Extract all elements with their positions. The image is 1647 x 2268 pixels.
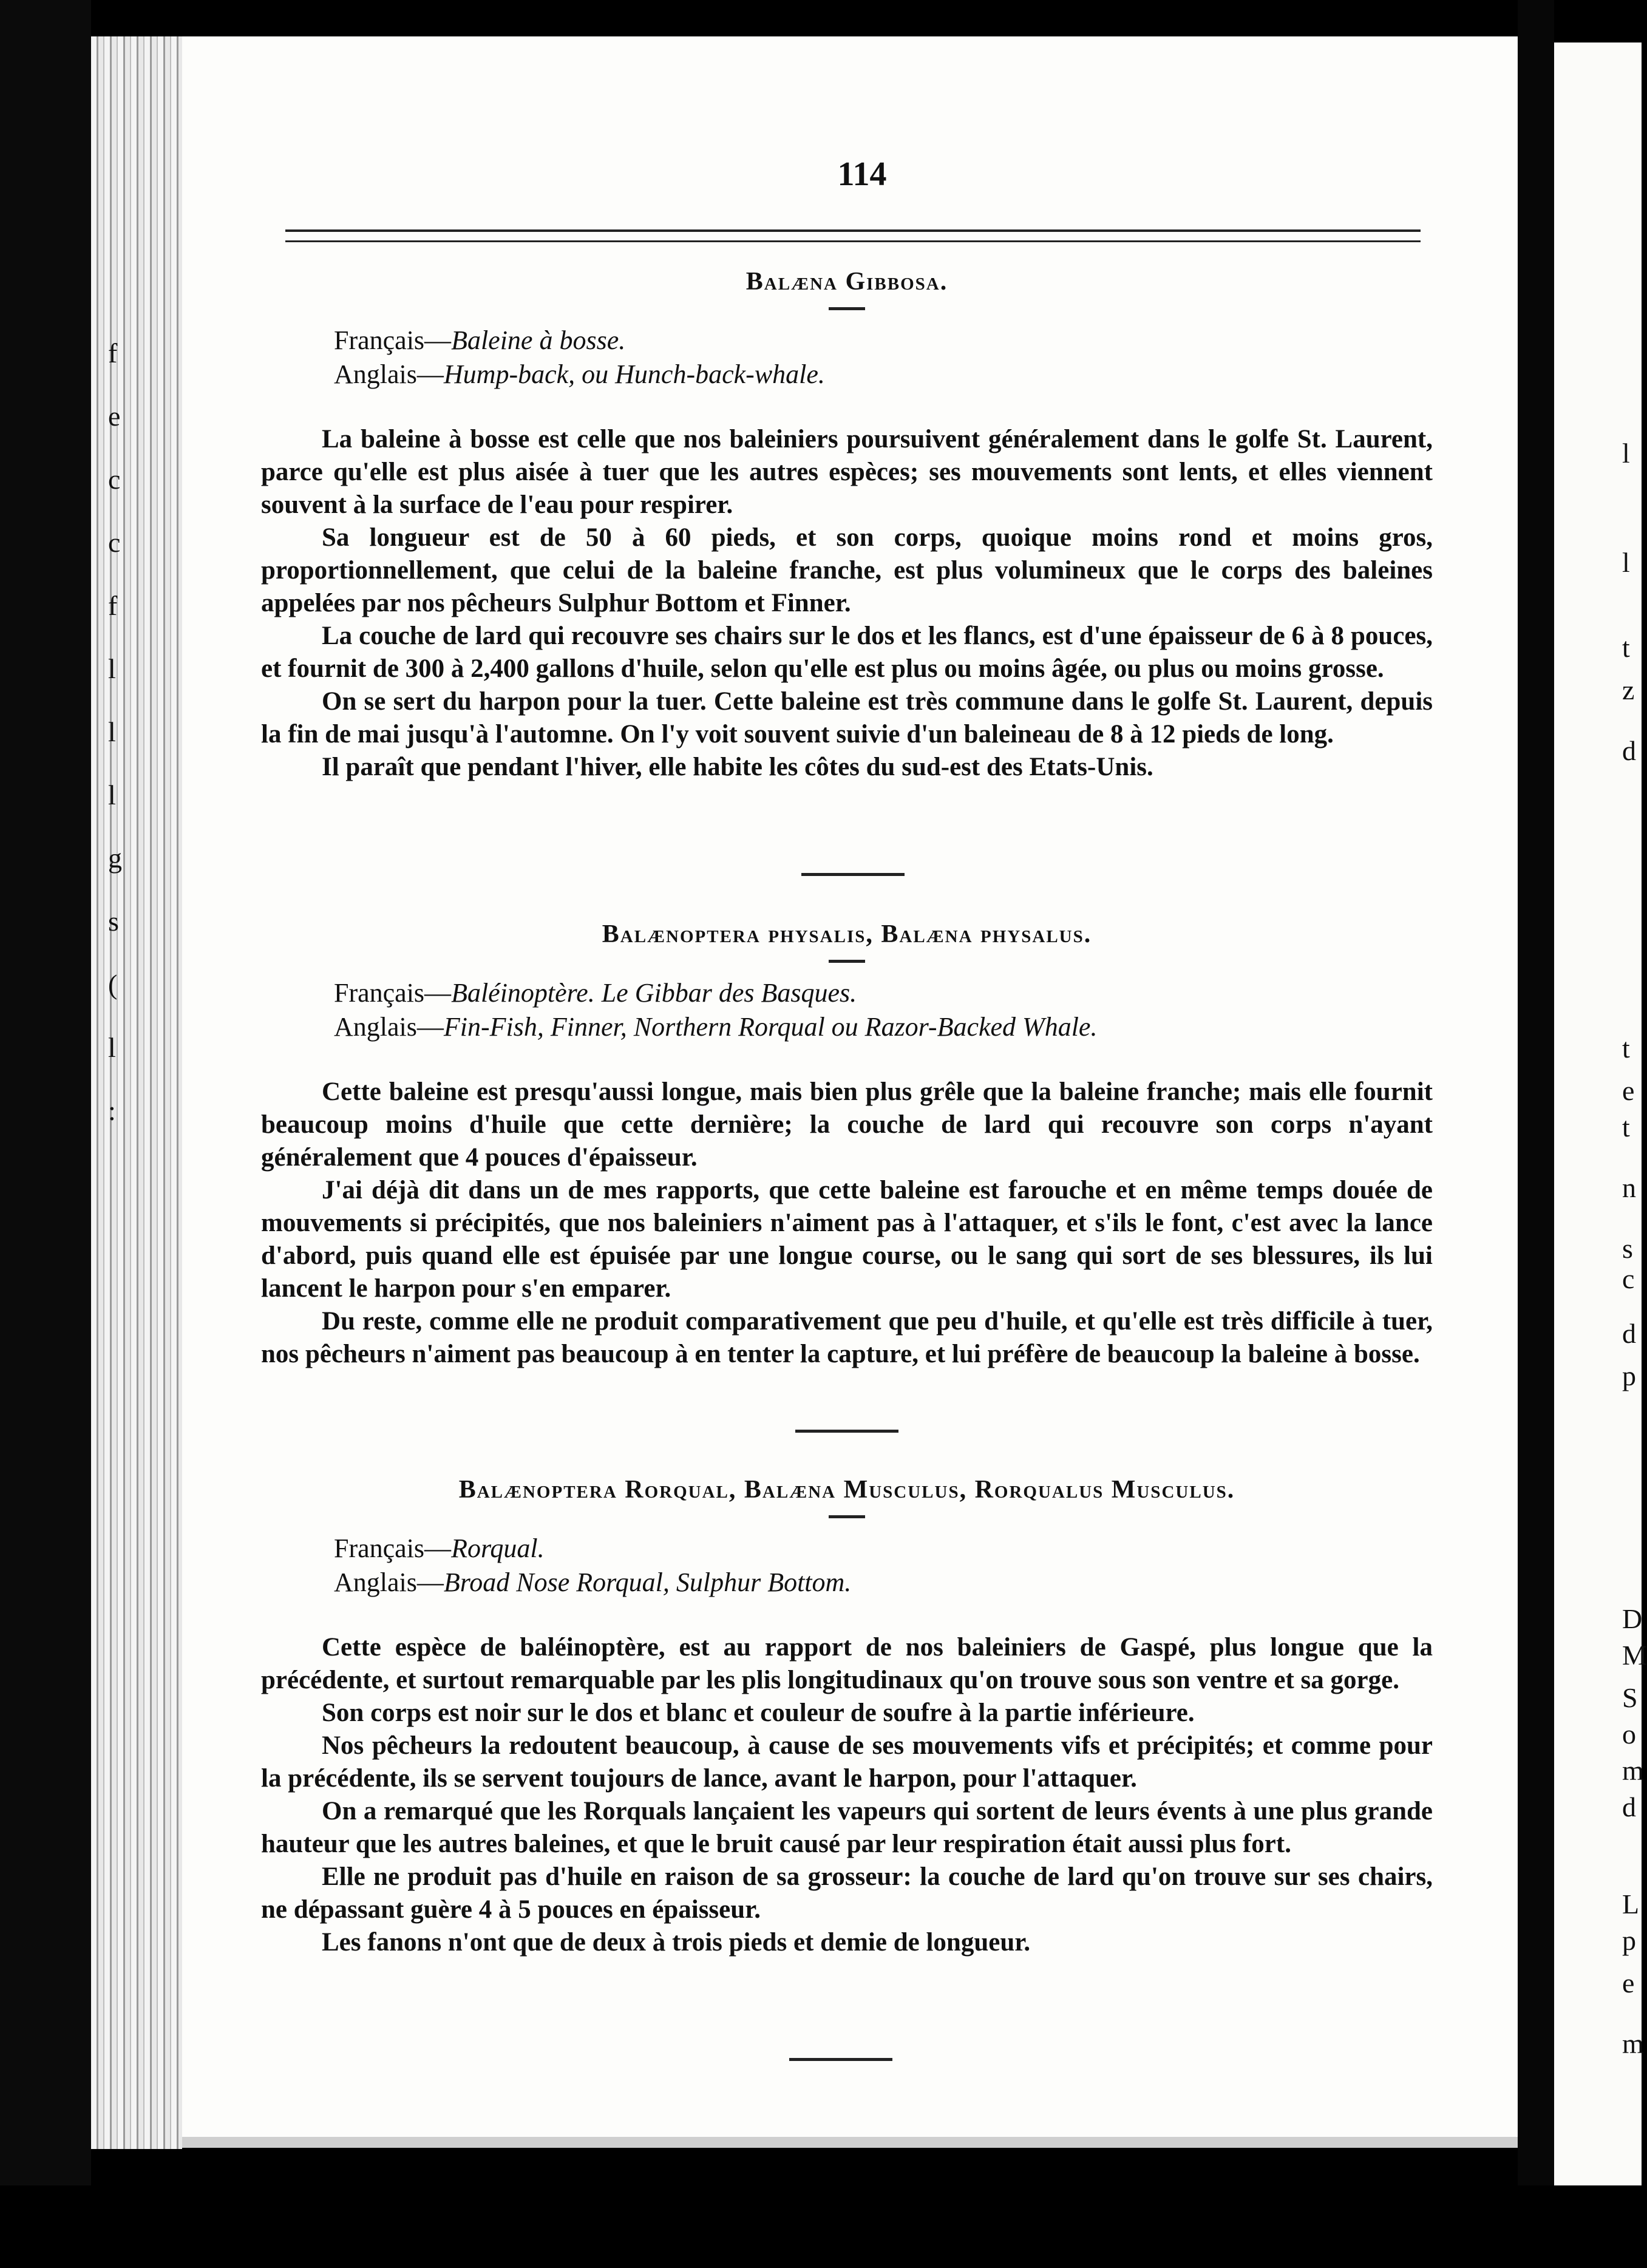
english-label: Anglais— — [334, 1567, 444, 1597]
paragraph: On se sert du harpon pour la tuer. Cette baleine est très commune dans le golfe St. Laurent, depuis la fin de mai jusqu'à l'automne. On l'y voit souvent suivie d'un baleineau de 8 à 12 pieds de long. — [261, 687, 1433, 749]
page-edges — [91, 36, 182, 2149]
french-label: Français— — [334, 1533, 452, 1563]
french-label: Français— — [334, 325, 452, 355]
common-names — [334, 1532, 1433, 1600]
section-separator — [789, 2058, 892, 2061]
paragraph: Cette baleine est presqu'aussi longue, mais bien plus grêle que la baleine franche; mais elle fournit beaucoup moins d'huile que cette dernière; la couche de lard qui recouvre son corps n'ayant généralement que 4 pouces d'épaisseur. — [261, 1078, 1433, 1172]
margin-fragment: : — [108, 1095, 116, 1126]
paragraph: Sa longueur est de 50 à 60 pieds, et son corps, quoique moins rond et moins gros, proportionnellement, que celui de la baleine franche, est plus volumineux que le corps des baleines appelées par nos pêcheurs Sulphur Bottom et Finner. — [261, 523, 1433, 617]
margin-fragment: t — [1622, 632, 1630, 663]
margin-fragment: l — [1622, 438, 1630, 469]
margin-fragment: l — [108, 779, 116, 810]
common-names — [334, 324, 1433, 392]
margin-fragment: s — [1622, 1233, 1633, 1264]
margin-fragment: m — [1622, 2028, 1644, 2059]
paragraph: On a remarqué que les Rorquals lançaient les vapeurs qui sortent de leurs évents à une plus grande hauteur que les autres baleines, et que le bruit causé par leur respiration était aussi plus fort. — [261, 1797, 1433, 1858]
margin-fragment: d — [1622, 1318, 1636, 1349]
title-dash — [829, 960, 865, 963]
section-title: Balænoptera Rorqual, Balæna Musculus, Rorqualus Musculus. — [458, 1476, 1235, 1504]
section-separator — [801, 873, 905, 876]
margin-fragment: c — [108, 464, 121, 495]
margin-fragment: ( — [108, 969, 118, 1000]
margin-fragment: S — [1622, 1682, 1638, 1713]
section-balaenoptera-physalis — [261, 920, 1433, 1371]
english-label: Anglais— — [334, 1012, 444, 1042]
margin-fragment: e — [1622, 1075, 1635, 1106]
margin-fragment: t — [1622, 1033, 1630, 1064]
margin-fragment: f — [108, 590, 118, 621]
paragraph: La baleine à bosse est celle que nos baleiniers poursuivent généralement dans le golfe St. Laurent, parce qu'elle est plus aisée à tuer que les autres espèces; ses mouvements sont lents, et elles viennent souvent à la surface de l'eau pour respirer. — [261, 425, 1433, 519]
book-spine — [0, 0, 91, 2268]
paragraph: J'ai déjà dit dans un de mes rapports, que cette baleine est farouche et en même temps douée de mouvements si précipités, que nos baleiniers n'aiment pas à l'attaquer, et s'ils le font, c'est avec la lance d'abord, puis quand elle est épuisée par une longue course, ou le sang qui sort de ses blessures, ils lui lancent le harpon pour s'en emparer. — [261, 1176, 1433, 1303]
page-number: 114 — [837, 155, 887, 193]
french-name-line — [334, 1532, 1433, 1566]
margin-fragment: n — [1622, 1172, 1636, 1203]
english-name-line — [334, 358, 1433, 392]
header-rule — [285, 229, 1421, 242]
margin-fragment: l — [108, 1032, 116, 1063]
margin-fragment: e — [1622, 1968, 1635, 1998]
english-names: Broad Nose Rorqual, Sulphur Bottom. — [443, 1567, 852, 1597]
margin-fragment: D — [1622, 1603, 1643, 1634]
margin-fragment: g — [108, 843, 122, 874]
english-names: Hump-back, ou Hunch-back-whale. — [443, 359, 825, 389]
french-name-line — [334, 324, 1433, 358]
section-title: Balænoptera physalis, Balæna physalus. — [602, 920, 1092, 948]
margin-fragment: o — [1622, 1719, 1636, 1750]
margin-fragment: p — [1622, 1925, 1636, 1956]
margin-fragment: z — [1622, 674, 1635, 705]
margin-fragment: M — [1622, 1640, 1647, 1671]
margin-fragment: e — [108, 401, 121, 432]
paragraph: La couche de lard qui recouvre ses chairs sur le dos et les flancs, est d'une épaisseur de 6 à 8 pouces, et fournit de 300 à 2,400 gallons d'huile, selon qu'elle est plus ou moins âgée, ou plus ou moins grosse. — [261, 622, 1433, 683]
paragraph: Il paraît que pendant l'hiver, elle habite les côtes du sud-est des Etats-Unis. — [322, 753, 1153, 781]
section-balaenoptera-rorqual — [261, 1475, 1433, 1959]
english-name-line — [334, 1010, 1433, 1044]
section-separator — [795, 1430, 898, 1433]
margin-fragment: l — [108, 653, 116, 684]
english-name-line — [334, 1566, 1433, 1600]
margin-fragment: l — [108, 716, 116, 747]
paragraph: Elle ne produit pas d'huile en raison de sa grosseur: la couche de lard qu'on trouve sur ses chairs, ne dépassant guère 4 à 5 pouces en épaisseur. — [261, 1862, 1433, 1924]
english-names: Fin-Fish, Finner, Northern Rorqual ou Razor-Backed Whale. — [443, 1012, 1098, 1042]
title-dash — [829, 1515, 865, 1518]
french-name-line — [334, 976, 1433, 1010]
section-balaena-gibbosa — [261, 267, 1433, 784]
paragraph: Du reste, comme elle ne produit comparativement que peu d'huile, et qu'elle est très difficile à tuer, nos pêcheurs n'aiment pas beaucoup à en tenter la capture, et lui préfère de beaucoup la baleine à bosse. — [261, 1307, 1433, 1368]
scan-bottom-border — [0, 2185, 1642, 2268]
margin-fragment: m — [1622, 1755, 1644, 1786]
title-dash — [829, 307, 865, 310]
left-margin-fragments — [108, 322, 132, 1142]
french-names: Baléinoptère. Le Gibbar des Basques. — [451, 978, 857, 1008]
french-names: Rorqual. — [451, 1533, 545, 1563]
paragraph: Cette espèce de baléinoptère, est au rapport de nos baleiniers de Gaspé, plus longue que la précédente, et surtout remarquable par les plis longitudinaux qu'on trouve sous son ventre et sa gorge. — [261, 1633, 1433, 1694]
french-label: Français— — [334, 978, 452, 1008]
margin-fragment: L — [1622, 1889, 1640, 1920]
english-label: Anglais— — [334, 359, 444, 389]
margin-fragment: t — [1622, 1112, 1630, 1142]
margin-fragment: p — [1622, 1360, 1636, 1391]
margin-fragment: c — [108, 527, 121, 558]
margin-fragment: d — [1622, 735, 1636, 766]
margin-fragment: f — [108, 338, 118, 368]
margin-fragment: c — [1622, 1263, 1635, 1294]
margin-fragment: l — [1622, 547, 1630, 578]
french-names: Baleine à bosse. — [451, 325, 626, 355]
common-names — [334, 976, 1433, 1044]
margin-fragment: d — [1622, 1791, 1636, 1822]
section-title: Balæna Gibbosa. — [745, 268, 948, 296]
margin-fragment: s — [108, 906, 119, 937]
paragraph: Les fanons n'ont que de deux à trois pieds et demie de longueur. — [322, 1928, 1031, 1957]
paragraph: Son corps est noir sur le dos et blanc et couleur de soufre à la partie inférieure. — [322, 1699, 1195, 1727]
paragraph: Nos pêcheurs la redoutent beaucoup, à cause de ses mouvements vifs et précipités; et comme pour la précédente, ils se servent toujours de lance, avant le harpon, pour l'attaquer. — [261, 1731, 1433, 1793]
book-gutter — [1518, 0, 1554, 2268]
